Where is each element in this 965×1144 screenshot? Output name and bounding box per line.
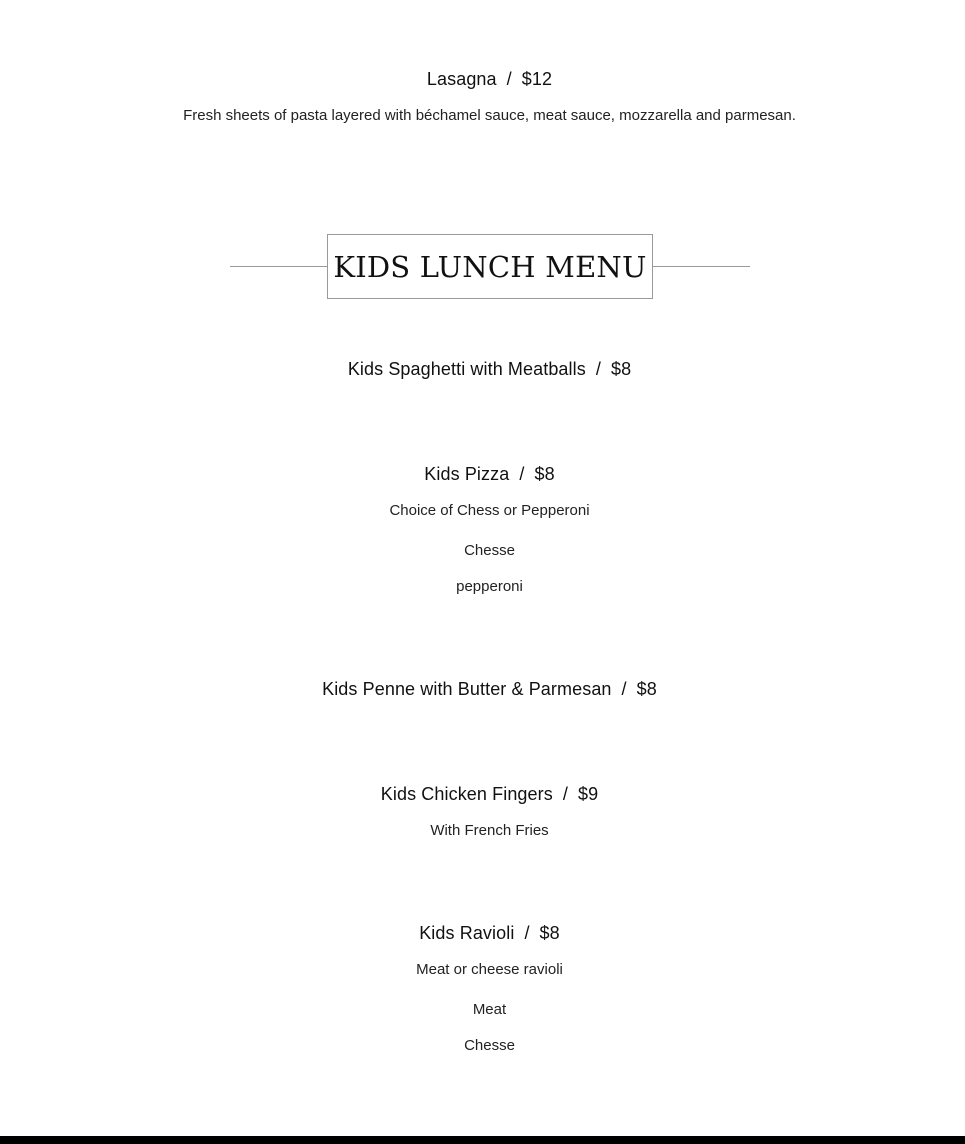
item-price: $9 xyxy=(577,784,599,804)
item-option: pepperoni xyxy=(456,578,523,595)
footer-bar xyxy=(0,1136,965,1144)
section-header-box xyxy=(327,234,653,299)
item-price: $8 xyxy=(610,359,632,379)
item-description-kids-chicken-fingers: With French Fries xyxy=(430,822,549,839)
item-description-lasagna: Fresh sheets of pasta layered with béchamel sauce, meat sauce, mozzarella and parmesan. xyxy=(183,107,796,124)
item-name: Kids Penne with Butter & Parmesan xyxy=(322,679,612,699)
menu-item-title-kids-chicken-fingers xyxy=(0,784,965,805)
item-description-kids-ravioli: Meat or cheese ravioli xyxy=(416,961,563,978)
item-price: $8 xyxy=(534,464,555,484)
item-name: Kids Pizza xyxy=(424,464,510,484)
item-option: Chesse xyxy=(464,1037,515,1054)
item-price: $8 xyxy=(539,923,560,943)
menu-item-title-kids-pizza xyxy=(0,464,965,485)
section-title: KIDS LUNCH MENU xyxy=(333,249,647,284)
menu-item-title-lasagna xyxy=(0,69,965,90)
item-name: Kids Chicken Fingers xyxy=(380,784,553,804)
item-option: Chesse xyxy=(464,542,515,559)
price-separator: / xyxy=(524,923,530,943)
item-name: Kids Ravioli xyxy=(419,923,515,943)
menu-item-title-kids-spaghetti xyxy=(0,359,965,380)
price-separator: / xyxy=(621,679,627,699)
section-divider-left xyxy=(230,266,327,267)
price-separator: / xyxy=(595,359,601,379)
item-price: $8 xyxy=(636,679,657,699)
price-separator: / xyxy=(562,784,568,804)
item-name: Lasagna xyxy=(426,69,497,89)
menu-item-title-kids-ravioli xyxy=(0,923,965,944)
menu-item-title-kids-penne xyxy=(0,679,965,700)
price-separator: / xyxy=(519,464,525,484)
item-option: Meat xyxy=(472,1001,507,1018)
item-price: $12 xyxy=(521,69,553,89)
item-name: Kids Spaghetti with Meatballs xyxy=(347,359,586,379)
price-separator: / xyxy=(506,69,512,89)
item-description-kids-pizza: Choice of Chess or Pepperoni xyxy=(389,502,590,519)
section-divider-right xyxy=(653,266,750,267)
